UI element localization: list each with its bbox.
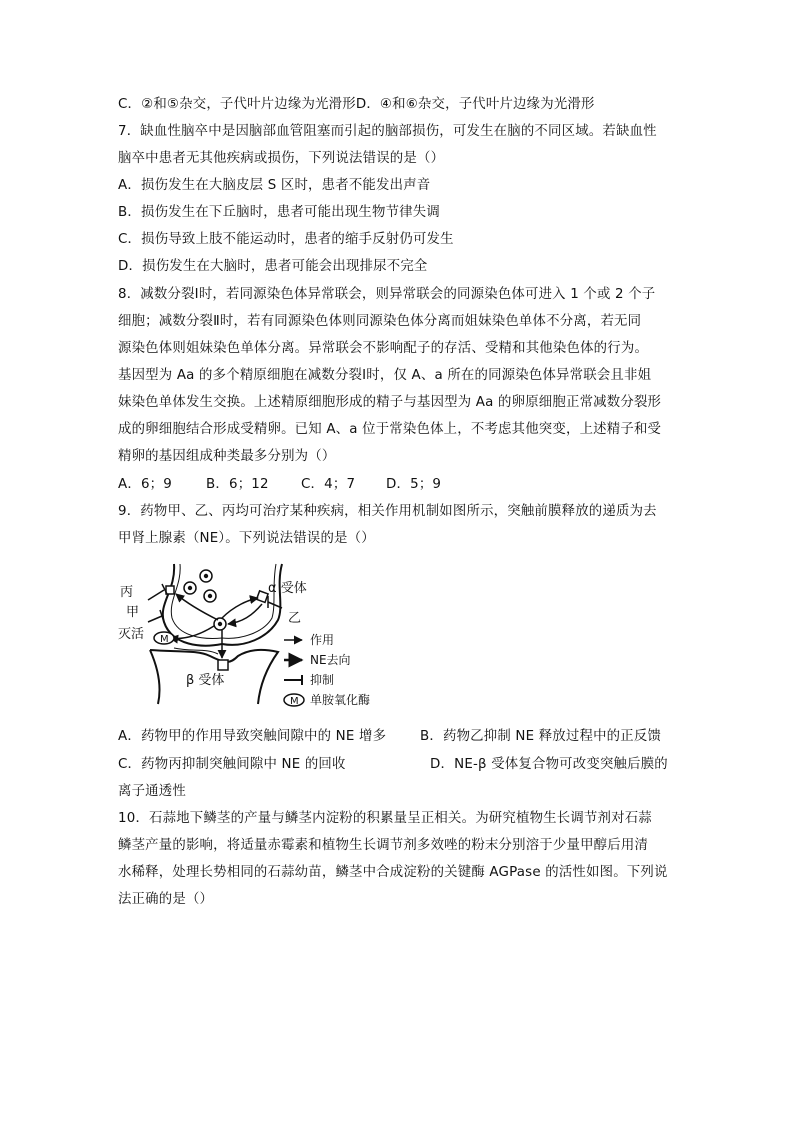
label-bing: 丙 bbox=[120, 585, 134, 600]
q10-line4: 法正确的是（） bbox=[118, 892, 214, 907]
q9-option-d-cont: 离子通透性 bbox=[118, 784, 186, 799]
beta-receptor bbox=[218, 660, 228, 670]
q7-option-b: B．损伤发生在下丘脑时，患者可能出现生物节律失调 bbox=[118, 205, 440, 220]
q10-line3: 水稀释，处理长势相同的石蒜幼苗，鳞茎中合成淀粉的关键酶 AGPase 的活性如图。下列说 bbox=[118, 865, 668, 880]
q8-option-d: D．5；9 bbox=[386, 477, 442, 492]
q8-option-c: C．4；7 bbox=[301, 477, 356, 492]
mao-letter-in-figure: M bbox=[160, 634, 169, 645]
q9-line1: 9．药物甲、乙、丙均可治疗某种疾病，相关作用机制如图所示，突触前膜释放的递质为去 bbox=[118, 504, 657, 519]
q7-option-d: D．损伤发生在大脑时，患者可能会出现排尿不完全 bbox=[118, 259, 428, 274]
legend-m-symbol: M bbox=[290, 696, 299, 707]
label-yi: 乙 bbox=[288, 611, 302, 626]
q9-line2: 甲肾上腺素（NE）。下列说法错误的是（） bbox=[118, 531, 375, 546]
legend-effect: 作用 bbox=[310, 633, 335, 647]
legend bbox=[284, 633, 370, 707]
vesicles bbox=[184, 570, 226, 630]
q8-line6: 成的卵细胞结合形成受精卵。已知 A、a 位于常染色体上，不考虑其他突变，上述精子和受 bbox=[118, 422, 662, 437]
q8-options bbox=[118, 476, 441, 494]
q9-option-b: B．药物乙抑制 NE 释放过程中的正反馈 bbox=[420, 729, 662, 744]
q8-line4: 基因型为 Aa 的多个精原细胞在减数分裂Ⅰ时，仅 A、a 所在的同源染色体异常联会且非姐 bbox=[118, 368, 652, 383]
legend-mao: 单胺氧化酶 bbox=[310, 693, 371, 707]
q7-option-a: A．损伤发生在大脑皮层 S 区时，患者不能发出声音 bbox=[118, 178, 431, 193]
q7-stem-line1: 7．缺血性脑卒中是因脑部血管阻塞而引起的脑部损伤，可发生在脑的不同区域。若缺血性 bbox=[118, 124, 657, 139]
legend-inhibit: 抑制 bbox=[310, 673, 335, 687]
q8-option-a: A．6；9 bbox=[118, 477, 172, 492]
label-jia: 甲 bbox=[126, 605, 140, 620]
alpha-receptor bbox=[257, 591, 269, 603]
q8-line2: 细胞；减数分裂Ⅱ时，若有同源染色体则同源染色体分离而姐妹染色单体不分离，若无同 bbox=[118, 314, 642, 329]
q10-line1: 10．石蒜地下鳞茎的产量与鳞茎内淀粉的积累量呈正相关。为研究植物生长调节剂对石蒜 bbox=[118, 811, 652, 826]
label-miehuo: 灭活 bbox=[118, 627, 145, 642]
q8-line7: 精卵的基因组成种类最多分别为（） bbox=[118, 449, 336, 464]
q8-option-b: B．6；12 bbox=[206, 477, 269, 492]
q7-option-c: C．损伤导致上肢不能运动时，患者的缩手反射仍可发生 bbox=[118, 232, 454, 247]
line-q6-cd: C．②和⑤杂交，子代叶片边缘为光滑形D．④和⑥杂交，子代叶片边缘为光滑形 bbox=[118, 97, 595, 112]
label-beta-receptor: β 受体 bbox=[186, 673, 225, 688]
q7-stem-line2: 脑卒中患者无其他疾病或损伤，下列说法错误的是（） bbox=[118, 151, 445, 166]
q9-option-d: D．NE-β 受体复合物可改变突触后膜的 bbox=[430, 757, 668, 772]
q8-line3: 源染色体则姐妹染色单体分离。异常联会不影响配子的存活、受精和其他染色体的行为。 bbox=[118, 341, 649, 356]
q9-option-a: A．药物甲的作用导致突触间隙中的 NE 增多 bbox=[118, 729, 387, 744]
q10-line2: 鳞茎产量的影响，将适量赤霉素和植物生长调节剂多效唑的粉末分别溶于少量甲醇后用清 bbox=[118, 838, 649, 853]
label-alpha-receptor: α 受体 bbox=[268, 581, 307, 596]
legend-ne-direction: NE去向 bbox=[310, 653, 351, 667]
q8-line5: 妹染色单体发生交换。上述精原细胞形成的精子与基因型为 Aa 的卵原细胞正常减数分裂形 bbox=[118, 395, 662, 410]
q9-option-c: C．药物丙抑制突触间隙中 NE 的回收 bbox=[118, 757, 346, 772]
q8-line1: 8．减数分裂Ⅰ时，若同源染色体异常联会，则异常联会的同源染色体可进入 1 个或 2 个子 bbox=[118, 287, 656, 302]
synapse-figure bbox=[118, 556, 388, 708]
